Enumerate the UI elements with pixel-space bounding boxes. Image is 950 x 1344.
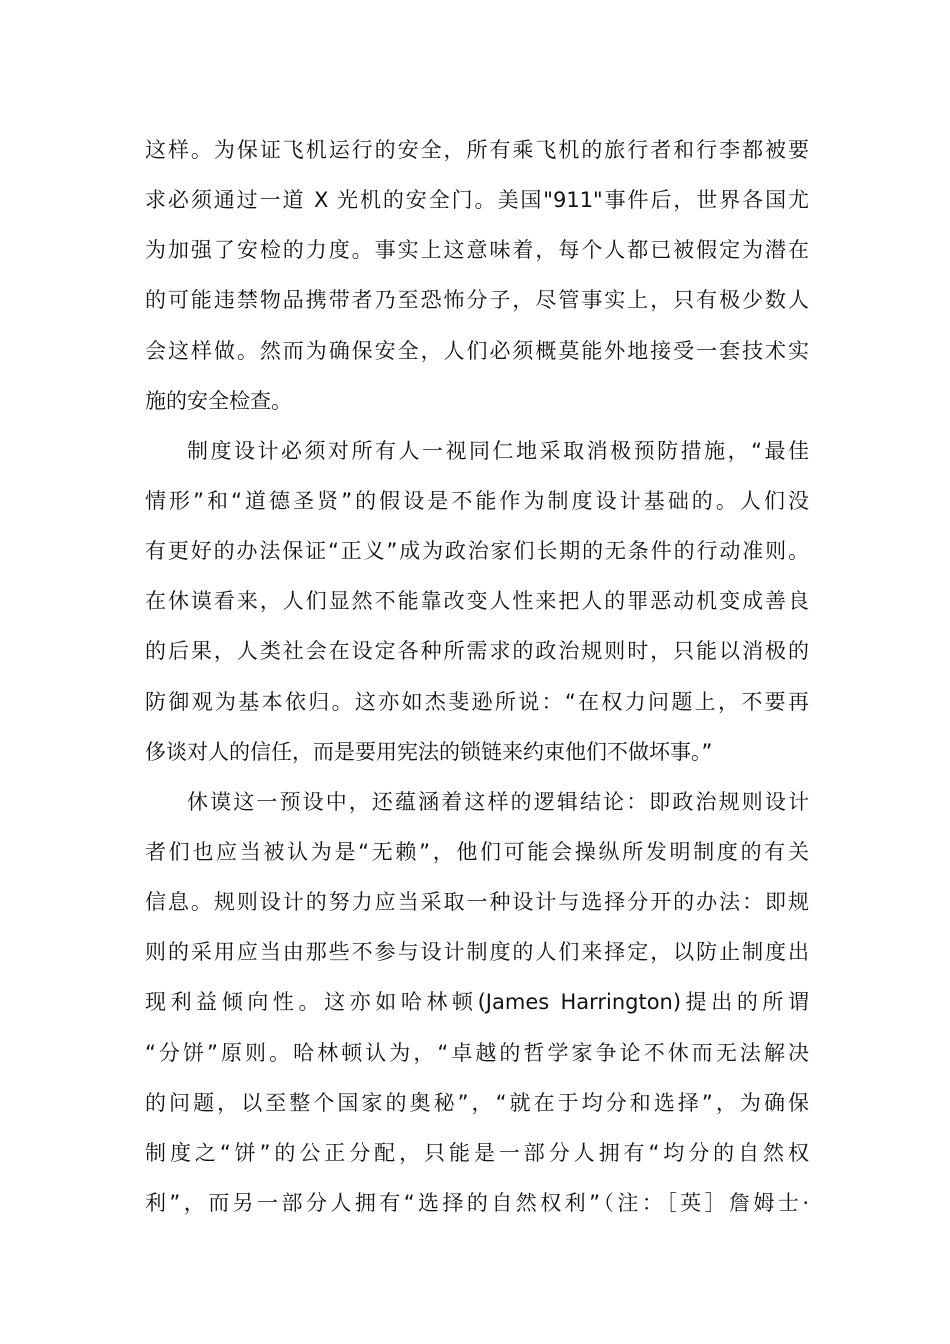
text-line: 求必须通过一道 X 光机的安全门。美国"911"事件后，世界各国尤 bbox=[145, 188, 809, 213]
text-line: 这样。为保证飞机运行的安全，所有乘飞机的旅行者和行李都被要 bbox=[145, 138, 809, 162]
text-line: 的后果，人类社会在设定各种所需求的政治规则时，只能以消极的 bbox=[145, 639, 809, 664]
text-line: 者们也应当被认为是“无赖”，他们可能会操纵所发明制度的有关 bbox=[145, 839, 809, 864]
text-line: 的问题，以至整个国家的奥秘”，“就在于均分和选择”，为确保 bbox=[145, 1090, 809, 1115]
text-line: 在休谟看来，人们显然不能靠改变人性来把人的罪恶动机变成善良 bbox=[145, 589, 809, 614]
text-line: 防御观为基本依归。这亦如杰斐逊所说：“在权力问题上，不要再 bbox=[145, 689, 809, 714]
text-line: “分饼”原则。哈林顿认为，“卓越的哲学家争论不休而无法解决 bbox=[145, 1040, 809, 1065]
paragraph-start-line: 休谟这一预设中，还蕴涵着这样的逻辑结论：即政治规则设计 bbox=[187, 789, 809, 814]
text-line: 施的安全检查。 bbox=[145, 388, 292, 413]
paragraph-start-line: 制度设计必须对所有人一视同仁地采取消极预防措施，“最佳 bbox=[187, 438, 809, 463]
text-line: 会这样做。然而为确保安全，人们必须概莫能外地接受一套技术实 bbox=[145, 338, 809, 363]
text-line: 为加强了安检的力度。事实上这意味着，每个人都已被假定为潜在 bbox=[145, 238, 809, 263]
text-line: 则的采用应当由那些不参与设计制度的人们来择定，以防止制度出 bbox=[145, 940, 809, 965]
text-line: 情形”和“道德圣贤”的假设是不能作为制度设计基础的。人们没 bbox=[145, 488, 809, 513]
text-line: 利”，而另一部分人拥有“选择的自然权利”（注：［英］詹姆士· bbox=[145, 1190, 809, 1215]
body-text bbox=[145, 134, 809, 1237]
text-line: 制度之“饼”的公正分配，只能是一部分人拥有“均分的自然权 bbox=[145, 1140, 809, 1165]
text-line: 信息。规则设计的努力应当采取一种设计与选择分开的办法：即规 bbox=[145, 890, 809, 915]
text-line: 的可能违禁物品携带者乃至恐怖分子，尽管事实上，只有极少数人 bbox=[145, 288, 809, 313]
text-line: 现利益倾向性。这亦如哈林顿(James Harrington)提出的所谓 bbox=[145, 990, 809, 1015]
text-line: 侈谈对人的信任，而是要用宪法的锁链来约束他们不做坏事。” bbox=[145, 739, 713, 764]
text-line: 有更好的办法保证“正义”成为政治家们长期的无条件的行动准则。 bbox=[145, 539, 809, 564]
